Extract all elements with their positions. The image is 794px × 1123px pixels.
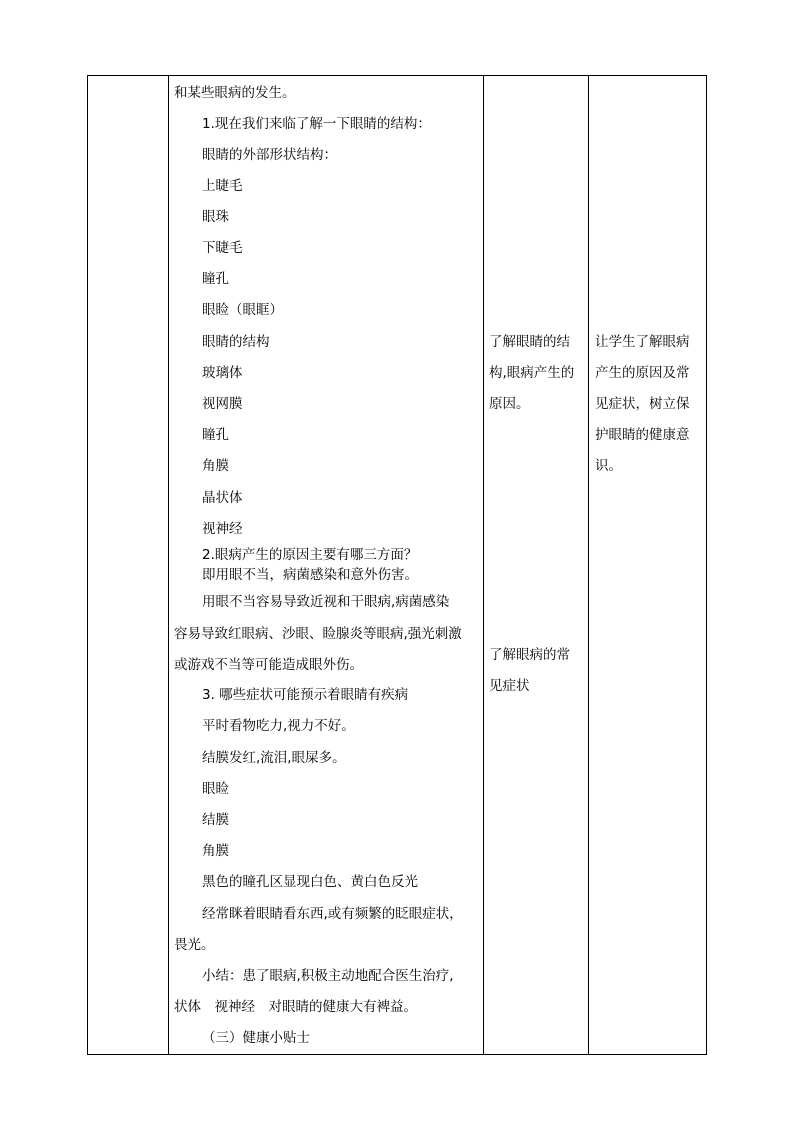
column-divider bbox=[588, 76, 589, 1054]
content-line: 用眼不当容易导致近视和干眼病,病菌感染 bbox=[202, 594, 450, 610]
content-line: 眼睛的外部形状结构： bbox=[202, 147, 337, 163]
activity-line: 构,眼病产生的 bbox=[489, 365, 575, 381]
column-divider bbox=[483, 76, 484, 1054]
content-line: 黑色的瞳孔区显现白色、黄白色反光 bbox=[202, 874, 418, 890]
content-line: 上睫毛 bbox=[202, 178, 243, 194]
content-line: 眼珠 bbox=[202, 209, 229, 225]
intent-line: 产生的原因及常 bbox=[595, 365, 690, 381]
activity-line: 了解眼睛的结 bbox=[489, 334, 570, 350]
activity-line: 见症状 bbox=[489, 678, 530, 694]
content-line: 下睫毛 bbox=[202, 240, 243, 256]
activity-line: 原因。 bbox=[489, 396, 530, 412]
content-line: 结膜发红,流泪,眼屎多。 bbox=[202, 750, 346, 766]
content-line: 瞳孔 bbox=[202, 427, 229, 443]
content-line: 玻璃体 bbox=[202, 365, 243, 381]
content-line: 容易导致红眼病、沙眼、睑腺炎等眼病,强光刺激 bbox=[174, 626, 462, 642]
content-line: 即用眼不当，病菌感染和意外伤害。 bbox=[202, 567, 418, 583]
content-line: 2.眼病产生的原因主要有哪三方面？ bbox=[202, 547, 418, 563]
column-divider bbox=[168, 76, 169, 1054]
content-line: 视网膜 bbox=[202, 396, 243, 412]
content-line: 和某些眼病的发生。 bbox=[174, 85, 296, 101]
design-intent bbox=[595, 327, 690, 482]
content-line: （三）健康小贴士 bbox=[202, 1030, 310, 1046]
content-line: 视神经 bbox=[202, 521, 243, 537]
intent-line: 让学生了解眼病 bbox=[595, 334, 690, 350]
content-line: 3. 哪些症状可能预示着眼睛有疾病 bbox=[202, 687, 409, 703]
content-line: 或游戏不当等可能造成眼外伤。 bbox=[174, 657, 363, 673]
content-line: 状体 视神经 对眼睛的健康大有裨益。 bbox=[174, 999, 417, 1015]
activity-line: 了解眼病的常 bbox=[489, 647, 570, 663]
content-line: 畏光。 bbox=[174, 937, 215, 953]
activity-structure bbox=[489, 327, 574, 420]
content-line: 角膜 bbox=[202, 458, 229, 474]
intent-line: 护眼睛的健康意 bbox=[595, 427, 690, 443]
intent-line: 识。 bbox=[595, 458, 622, 474]
content-line: 角膜 bbox=[202, 843, 229, 859]
content-line: 眼睛的结构 bbox=[202, 334, 270, 350]
activity-symptoms bbox=[489, 640, 570, 702]
content-line: 结膜 bbox=[202, 812, 229, 828]
content-line: 1.现在我们来临了解一下眼睛的结构： bbox=[202, 116, 431, 132]
content-line: 平时看物吃力,视力不好。 bbox=[202, 718, 355, 734]
content-line: 眼睑 bbox=[202, 781, 229, 797]
content-line: 经常眯着眼睛看东西,或有频繁的眨眼症状， bbox=[202, 906, 463, 922]
content-line: 瞳孔 bbox=[202, 271, 229, 287]
content-line: 小结：患了眼病,积极主动地配合医生治疗, bbox=[202, 968, 454, 984]
content-line: 晶状体 bbox=[202, 490, 243, 506]
intent-line: 见症状，树立保 bbox=[595, 396, 690, 412]
content-line: 眼睑（眼眶） bbox=[202, 302, 283, 318]
